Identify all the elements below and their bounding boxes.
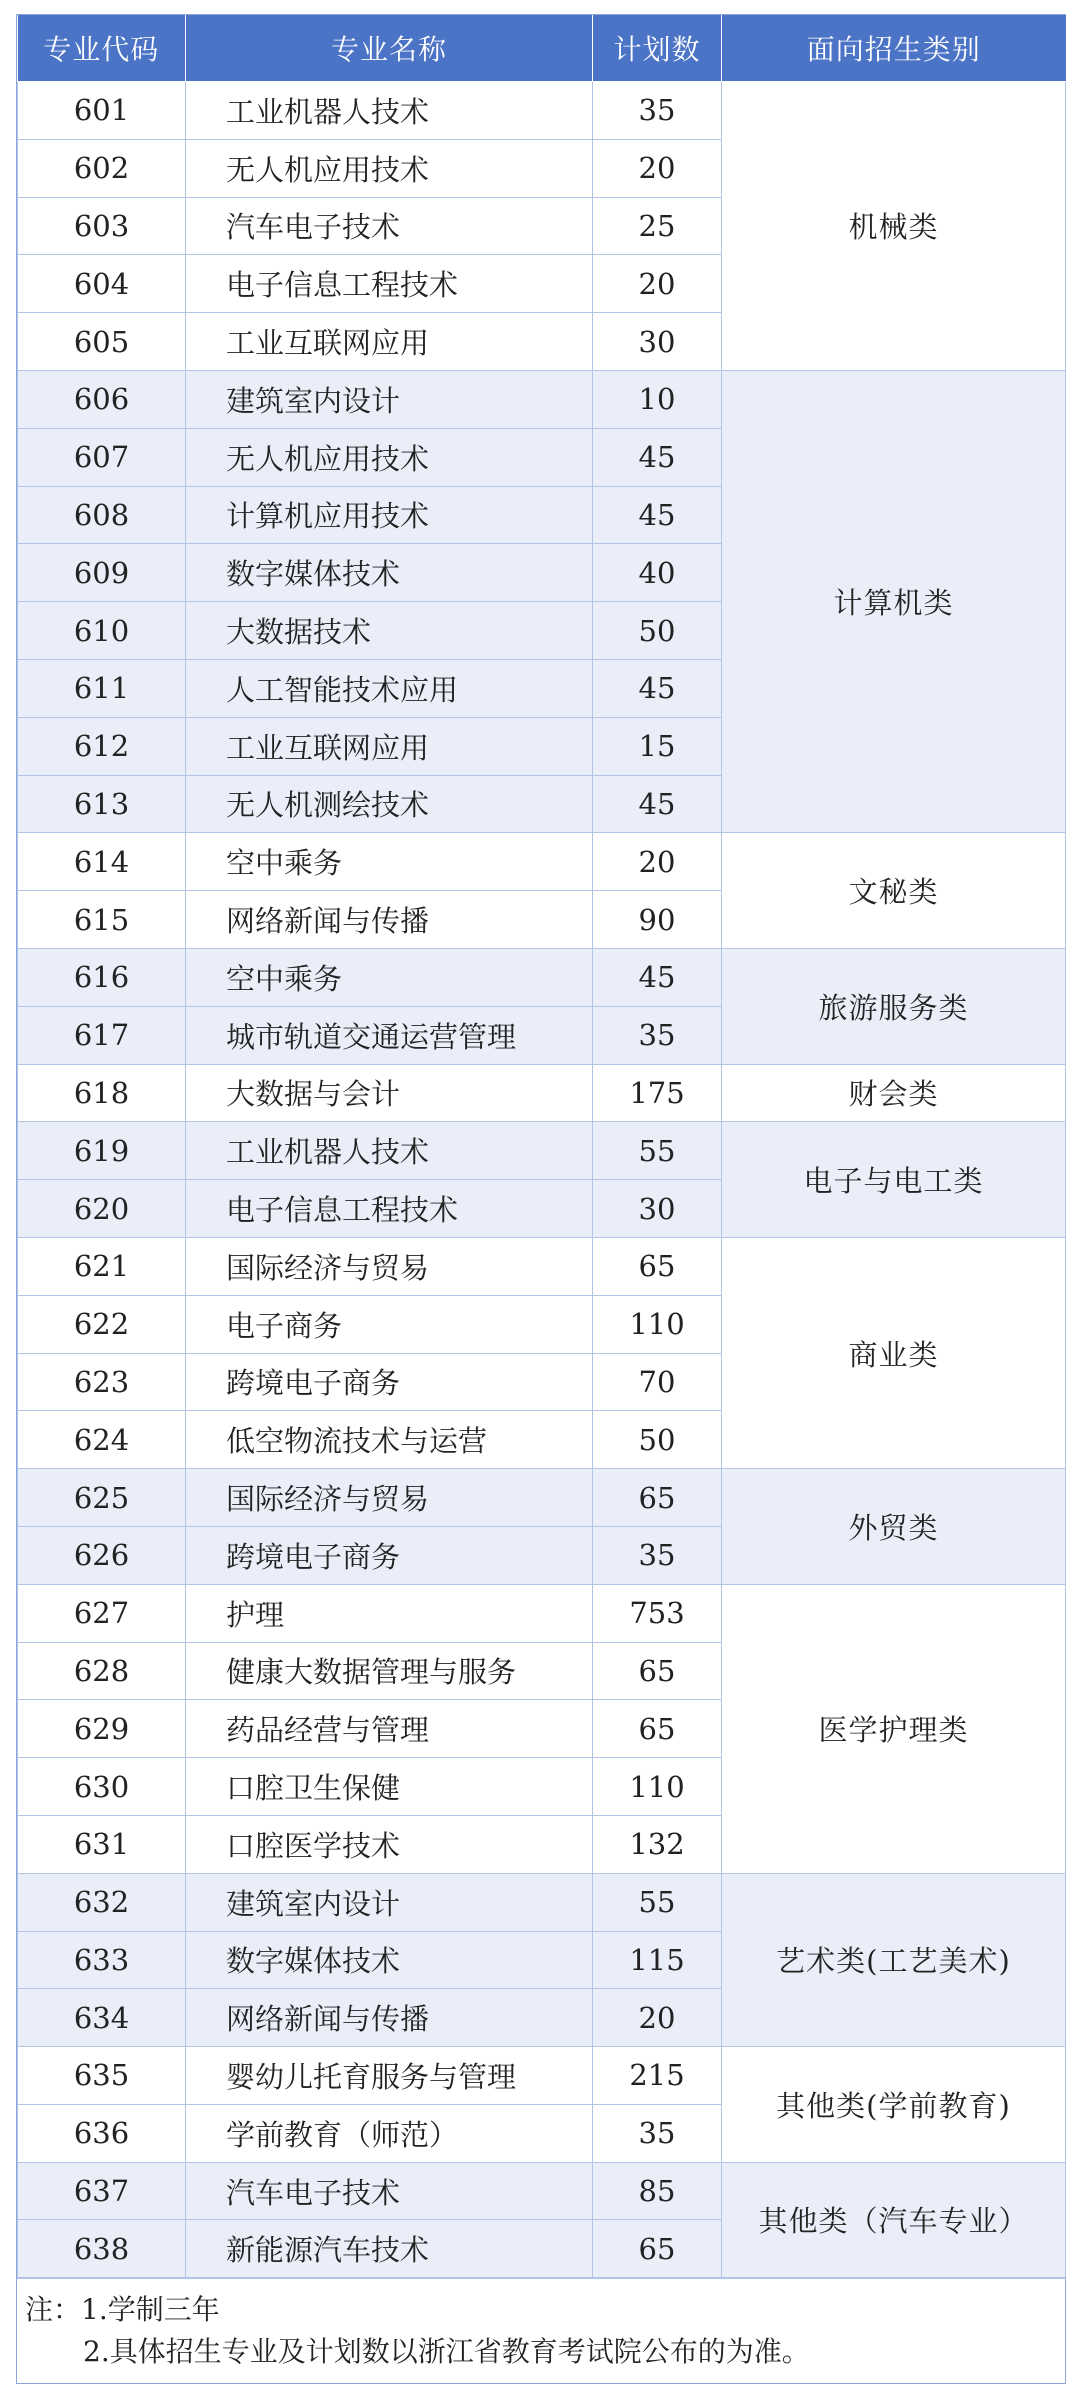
major-name-cell: 跨境电子商务 — [186, 1526, 593, 1584]
plan-count-cell: 35 — [593, 82, 722, 140]
major-code-cell: 616 — [18, 948, 186, 1006]
category-cell: 艺术类(工艺美术) — [722, 1873, 1066, 2046]
major-name-cell: 无人机应用技术 — [186, 139, 593, 197]
major-name-cell: 汽车电子技术 — [186, 2162, 593, 2220]
major-code-cell: 607 — [18, 428, 186, 486]
major-name-cell: 电子信息工程技术 — [186, 255, 593, 313]
major-name-cell: 健康大数据管理与服务 — [186, 1642, 593, 1700]
major-name-cell: 工业机器人技术 — [186, 1122, 593, 1180]
major-code-cell: 622 — [18, 1295, 186, 1353]
plan-count-cell: 45 — [593, 775, 722, 833]
table-row — [18, 948, 1066, 1006]
plan-count-cell: 65 — [593, 2220, 722, 2278]
major-code-cell: 604 — [18, 255, 186, 313]
plan-count-cell: 15 — [593, 717, 722, 775]
plan-count-cell: 115 — [593, 1931, 722, 1989]
plan-count-cell: 215 — [593, 2047, 722, 2105]
major-code-cell: 603 — [18, 197, 186, 255]
major-name-cell: 城市轨道交通运营管理 — [186, 1006, 593, 1064]
major-code-cell: 609 — [18, 544, 186, 602]
plan-count-cell: 65 — [593, 1469, 722, 1527]
plan-count-cell: 65 — [593, 1237, 722, 1295]
major-code-cell: 634 — [18, 1989, 186, 2047]
table-row — [18, 1584, 1066, 1642]
table-row — [18, 833, 1066, 891]
major-code-cell: 625 — [18, 1469, 186, 1527]
major-name-cell: 网络新闻与传播 — [186, 891, 593, 949]
major-code-cell: 631 — [18, 1815, 186, 1873]
plan-count-cell: 25 — [593, 197, 722, 255]
major-name-cell: 工业互联网应用 — [186, 313, 593, 371]
major-code-cell: 620 — [18, 1180, 186, 1238]
plan-count-cell: 30 — [593, 313, 722, 371]
major-code-cell: 605 — [18, 313, 186, 371]
major-code-cell: 612 — [18, 717, 186, 775]
table-row — [18, 82, 1066, 140]
plan-count-cell: 55 — [593, 1122, 722, 1180]
category-cell: 机械类 — [722, 82, 1066, 371]
plan-count-cell: 110 — [593, 1758, 722, 1816]
category-cell: 电子与电工类 — [722, 1122, 1066, 1238]
plan-count-cell: 10 — [593, 370, 722, 428]
major-code-cell: 637 — [18, 2162, 186, 2220]
category-cell: 财会类 — [722, 1064, 1066, 1122]
major-code-cell: 618 — [18, 1064, 186, 1122]
major-code-cell: 611 — [18, 659, 186, 717]
major-name-cell: 国际经济与贸易 — [186, 1469, 593, 1527]
category-cell: 其他类(学前教育) — [722, 2047, 1066, 2163]
plan-count-cell: 20 — [593, 255, 722, 313]
major-name-cell: 新能源汽车技术 — [186, 2220, 593, 2278]
major-name-cell: 网络新闻与传播 — [186, 1989, 593, 2047]
plan-count-cell: 50 — [593, 1411, 722, 1469]
note-line-1: 注：1.学制三年 — [25, 2293, 220, 2327]
plan-count-cell: 20 — [593, 833, 722, 891]
major-code-cell: 636 — [18, 2104, 186, 2162]
major-code-cell: 619 — [18, 1122, 186, 1180]
major-name-cell: 数字媒体技术 — [186, 1931, 593, 1989]
plan-count-cell: 30 — [593, 1180, 722, 1238]
category-cell: 旅游服务类 — [722, 948, 1066, 1064]
plan-count-cell: 65 — [593, 1642, 722, 1700]
major-code-cell: 630 — [18, 1758, 186, 1816]
major-code-cell: 617 — [18, 1006, 186, 1064]
plan-count-cell: 40 — [593, 544, 722, 602]
table-header-row — [18, 15, 1066, 82]
plan-count-cell: 45 — [593, 948, 722, 1006]
major-name-cell: 空中乘务 — [186, 833, 593, 891]
table-row — [18, 2047, 1066, 2105]
plan-count-cell: 175 — [593, 1064, 722, 1122]
category-cell: 商业类 — [722, 1237, 1066, 1468]
major-name-cell: 药品经营与管理 — [186, 1700, 593, 1758]
major-code-cell: 613 — [18, 775, 186, 833]
major-name-cell: 建筑室内设计 — [186, 1873, 593, 1931]
plan-count-cell: 753 — [593, 1584, 722, 1642]
plan-count-cell: 55 — [593, 1873, 722, 1931]
table-row — [18, 1469, 1066, 1527]
major-name-cell: 空中乘务 — [186, 948, 593, 1006]
major-name-cell: 工业机器人技术 — [186, 82, 593, 140]
major-name-cell: 电子信息工程技术 — [186, 1180, 593, 1238]
plan-count-cell: 35 — [593, 1526, 722, 1584]
major-code-cell: 623 — [18, 1353, 186, 1411]
major-code-cell: 629 — [18, 1700, 186, 1758]
plan-count-cell: 45 — [593, 486, 722, 544]
header-category: 面向招生类别 — [722, 15, 1066, 82]
major-code-cell: 624 — [18, 1411, 186, 1469]
notes-section — [17, 2278, 1065, 2383]
major-name-cell: 无人机应用技术 — [186, 428, 593, 486]
major-code-cell: 614 — [18, 833, 186, 891]
category-cell: 文秘类 — [722, 833, 1066, 949]
plan-count-cell: 35 — [593, 1006, 722, 1064]
plan-count-cell: 45 — [593, 428, 722, 486]
major-code-cell: 638 — [18, 2220, 186, 2278]
plan-count-cell: 35 — [593, 2104, 722, 2162]
plan-count-cell: 20 — [593, 1989, 722, 2047]
major-name-cell: 工业互联网应用 — [186, 717, 593, 775]
category-cell: 其他类（汽车专业） — [722, 2162, 1066, 2278]
major-name-cell: 国际经济与贸易 — [186, 1237, 593, 1295]
note-line-2: 2.具体招生专业及计划数以浙江省教育考试院公布的为准。 — [83, 2335, 810, 2369]
major-code-cell: 615 — [18, 891, 186, 949]
major-name-cell: 护理 — [186, 1584, 593, 1642]
category-cell: 医学护理类 — [722, 1584, 1066, 1873]
category-cell: 外贸类 — [722, 1469, 1066, 1585]
plan-count-cell: 45 — [593, 659, 722, 717]
header-major-name: 专业名称 — [186, 15, 593, 82]
major-name-cell: 学前教育（师范） — [186, 2104, 593, 2162]
header-major-code: 专业代码 — [18, 15, 186, 82]
major-name-cell: 大数据技术 — [186, 602, 593, 660]
major-code-cell: 608 — [18, 486, 186, 544]
major-name-cell: 低空物流技术与运营 — [186, 1411, 593, 1469]
major-name-cell: 口腔卫生保健 — [186, 1758, 593, 1816]
major-code-cell: 621 — [18, 1237, 186, 1295]
major-code-cell: 632 — [18, 1873, 186, 1931]
major-code-cell: 627 — [18, 1584, 186, 1642]
table-row — [18, 370, 1066, 428]
table-row — [18, 1237, 1066, 1295]
major-name-cell: 计算机应用技术 — [186, 486, 593, 544]
table-row — [18, 1122, 1066, 1180]
enrollment-plan-table — [17, 15, 1066, 2278]
major-name-cell: 建筑室内设计 — [186, 370, 593, 428]
major-name-cell: 汽车电子技术 — [186, 197, 593, 255]
plan-count-cell: 50 — [593, 602, 722, 660]
plan-count-cell: 85 — [593, 2162, 722, 2220]
major-code-cell: 626 — [18, 1526, 186, 1584]
plan-count-cell: 20 — [593, 139, 722, 197]
major-name-cell: 无人机测绘技术 — [186, 775, 593, 833]
major-code-cell: 633 — [18, 1931, 186, 1989]
major-name-cell: 大数据与会计 — [186, 1064, 593, 1122]
header-plan-count: 计划数 — [593, 15, 722, 82]
major-code-cell: 635 — [18, 2047, 186, 2105]
major-name-cell: 人工智能技术应用 — [186, 659, 593, 717]
major-code-cell: 601 — [18, 82, 186, 140]
plan-count-cell: 65 — [593, 1700, 722, 1758]
plan-count-cell: 132 — [593, 1815, 722, 1873]
plan-count-cell: 90 — [593, 891, 722, 949]
major-name-cell: 婴幼儿托育服务与管理 — [186, 2047, 593, 2105]
major-code-cell: 602 — [18, 139, 186, 197]
major-name-cell: 数字媒体技术 — [186, 544, 593, 602]
major-name-cell: 跨境电子商务 — [186, 1353, 593, 1411]
table-row — [18, 2162, 1066, 2220]
table-body — [18, 82, 1066, 2278]
major-code-cell: 606 — [18, 370, 186, 428]
plan-count-cell: 70 — [593, 1353, 722, 1411]
major-name-cell: 口腔医学技术 — [186, 1815, 593, 1873]
major-code-cell: 610 — [18, 602, 186, 660]
enrollment-plan-table-container — [16, 14, 1066, 2384]
category-cell: 计算机类 — [722, 370, 1066, 832]
table-row — [18, 1064, 1066, 1122]
plan-count-cell: 110 — [593, 1295, 722, 1353]
major-code-cell: 628 — [18, 1642, 186, 1700]
major-name-cell: 电子商务 — [186, 1295, 593, 1353]
table-row — [18, 1873, 1066, 1931]
